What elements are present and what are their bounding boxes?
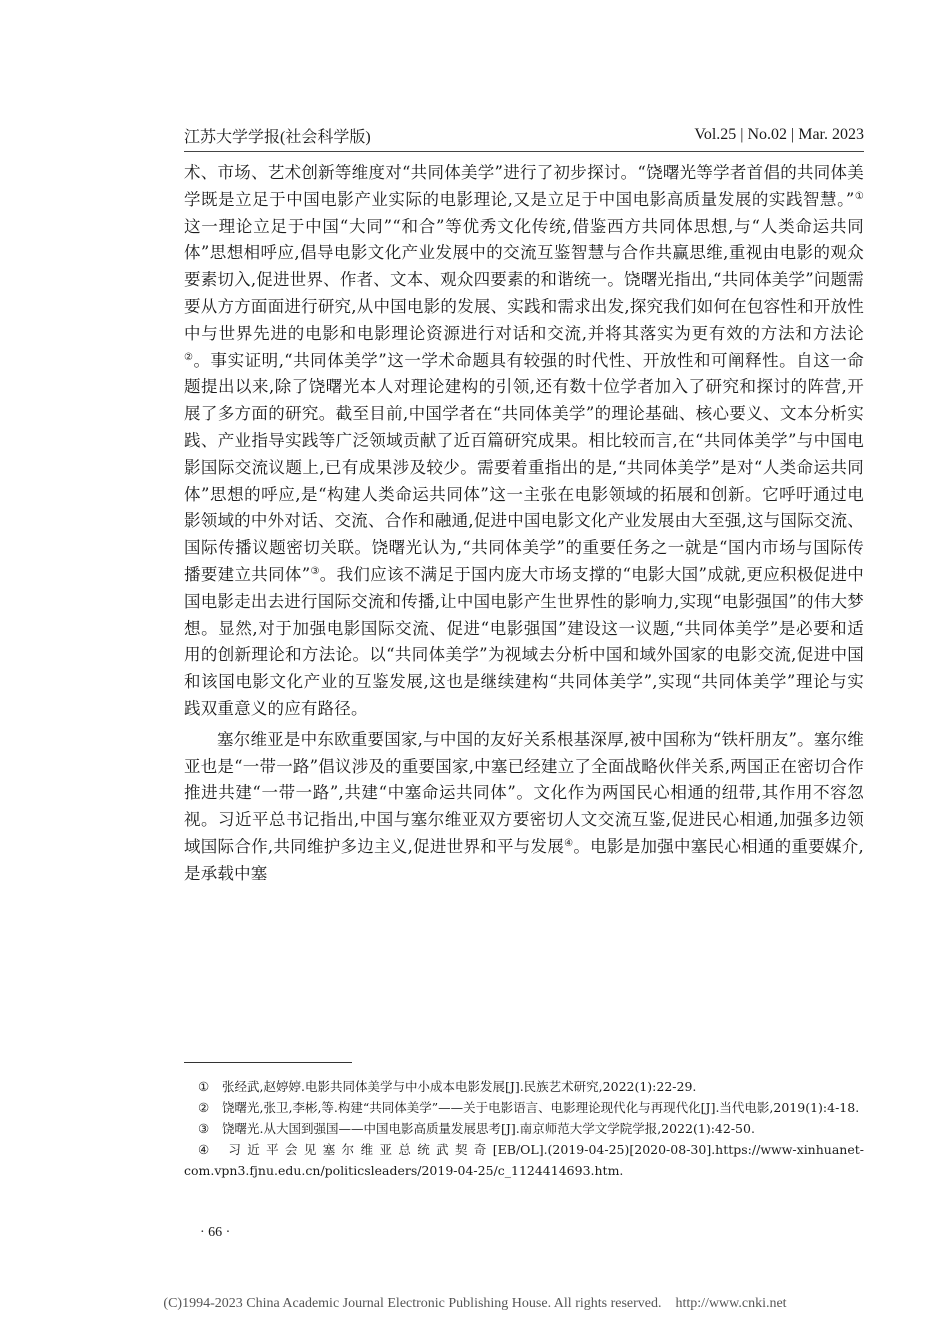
article-body — [184, 160, 864, 888]
running-header — [184, 124, 864, 146]
paragraph-2-part-b: 。电影是加强中塞民心相通的重要媒介,是承载中塞 — [184, 836, 864, 883]
paragraph-2-part-a: 塞尔维亚是中东欧重要国家,与中国的友好关系根基深厚,被中国称为“铁杆朋友”。塞尔维亚也是“一带一路”倡议涉及的重要国家,中塞已经建立了全面战略伙伴关系,两国正在密切合作推进共建“一带一路”,共建“中塞命运共同体”。文化作为两国民心相通的纽带,其作用不容忽视。习近平总书记指出,中国与塞尔维亚双方要密切人文交流互鉴,促进民心相通,加强多边领域国际合作,共同维护多边主义,促进世界和平与发展 — [184, 729, 864, 856]
footnote-ref-1[interactable]: ① — [854, 190, 864, 202]
paragraph-1 — [184, 160, 864, 723]
footnote-ref-4[interactable]: ④ — [564, 837, 574, 849]
footnote-text: 张经武,赵婷婷.电影共同体美学与中小成本电影发展[J].民族艺术研究,2022(1):22-29. — [222, 1079, 697, 1094]
footnote-4 — [184, 1139, 864, 1181]
paragraph-2 — [184, 727, 864, 888]
header-rule — [184, 151, 864, 152]
footnote-text: 饶曙光,张卫,李彬,等.构建“共同体美学”——关于电影语言、电影理论现代化与再现代化[J].当代电影,2019(1):4-18. — [222, 1100, 860, 1115]
footnote-1 — [184, 1076, 864, 1097]
footnote-ref-2[interactable]: ② — [184, 351, 194, 363]
paragraph-1-part-b: 这一理论立足于中国“大同”“和合”等优秀文化传统,借鉴西方共同体思想,与“人类命运共同体”思想相呼应,倡导电影文化产业发展中的交流互鉴智慧与合作共赢思维,重视由电影的观众要素切入,促进世界、作者、文本、观众四要素的和谐统一。饶曙光指出,“共同体美学”问题需要从方方面面进行研究,从中国电影的发展、实践和需求出发,探究我们如何在包容性和开放性中与世界先进的电影和电影理论资源进行对话和交流,并将其落实为更有效的方法和方法论 — [184, 216, 864, 343]
issue-info: Vol.25 | No.02 | Mar. 2023 — [694, 126, 864, 143]
footnote-rule — [184, 1062, 352, 1063]
footnote-2 — [184, 1097, 864, 1118]
paragraph-1-part-a: 术、市场、艺术创新等维度对“共同体美学”进行了初步探讨。“饶曙光等学者首倡的共同体美学既是立足于中国电影产业实际的电影理论,又是立足于中国电影高质量发展的实践智慧。” — [184, 163, 864, 209]
page-number: · 66 · — [200, 1225, 231, 1240]
footnote-mark: ① — [198, 1079, 210, 1094]
paragraph-1-part-d: 。我们应该不满足于国内庞大市场支撑的“电影大国”成就,更应积极促进中国电影走出去进行国际交流和传播,让中国电影产生世界性的影响力,实现“电影强国”的伟大梦想。显然,对于加强电影国际交流、促进“电影强国”建设这一议题,“共同体美学”是必要和适用的创新理论和方法论。以“共同体美学”为视域去分析中国和域外国家的电影交流,促进中国和该国电影文化产业的互鉴发展,这也是继续建构“共同体美学”,实现“共同体美学”理论与实践双重意义的应有路径。 — [184, 564, 864, 718]
footnote-ref-3[interactable]: ③ — [310, 565, 320, 577]
footnote-text[interactable]: 习近平会见塞尔维亚总统武契奇[EB/OL].(2019-04-25)[2020-08-30].https://www-xinhuanet-com.vpn3.fjnu.edu.cn/politicsleaders/2019-04-25/c_1124414693.htm. — [184, 1142, 864, 1178]
journal-title: 江苏大学学报(社会科学版) — [184, 128, 371, 146]
paragraph-1-part-c: 。事实证明,“共同体美学”这一学术命题具有较强的时代性、开放性和可阐释性。自这一命题提出以来,除了饶曙光本人对理论建构的引领,还有数十位学者加入了研究和探讨的阵营,开展了多方面的研究。截至目前,中国学者在“共同体美学”的理论基础、核心要义、文本分析实践、产业指导实践等广泛领域贡献了近百篇研究成果。相比较而言,在“共同体美学”与中国电影国际交流议题上,已有成果涉及较少。需要着重指出的是,“共同体美学”是对“人类命运共同体”思想的呼应,是“构建人类命运共同体”这一主张在电影领域的拓展和创新。它呼吁通过电影领域的中外对话、交流、合作和融通,促进中国电影文化产业发展由大至强,这与国际交流、国际传播议题密切关联。饶曙光认为,“共同体美学”的重要任务之一就是“国内市场与国际传播要建立共同体” — [184, 350, 864, 584]
footnote-mark: ④ — [198, 1142, 210, 1157]
footnote-3 — [184, 1118, 864, 1139]
footnote-text: 饶曙光.从大国到强国——中国电影高质量发展思考[J].南京师范大学文学院学报,2022(1):42-50. — [222, 1121, 755, 1136]
footnote-mark: ③ — [198, 1121, 210, 1136]
footnotes — [184, 1076, 864, 1181]
footnote-mark: ② — [198, 1100, 210, 1115]
copyright-notice: (C)1994-2023 China Academic Journal Electronic Publishing House. All rights reserved. http://www.cnki.net — [163, 1296, 787, 1311]
